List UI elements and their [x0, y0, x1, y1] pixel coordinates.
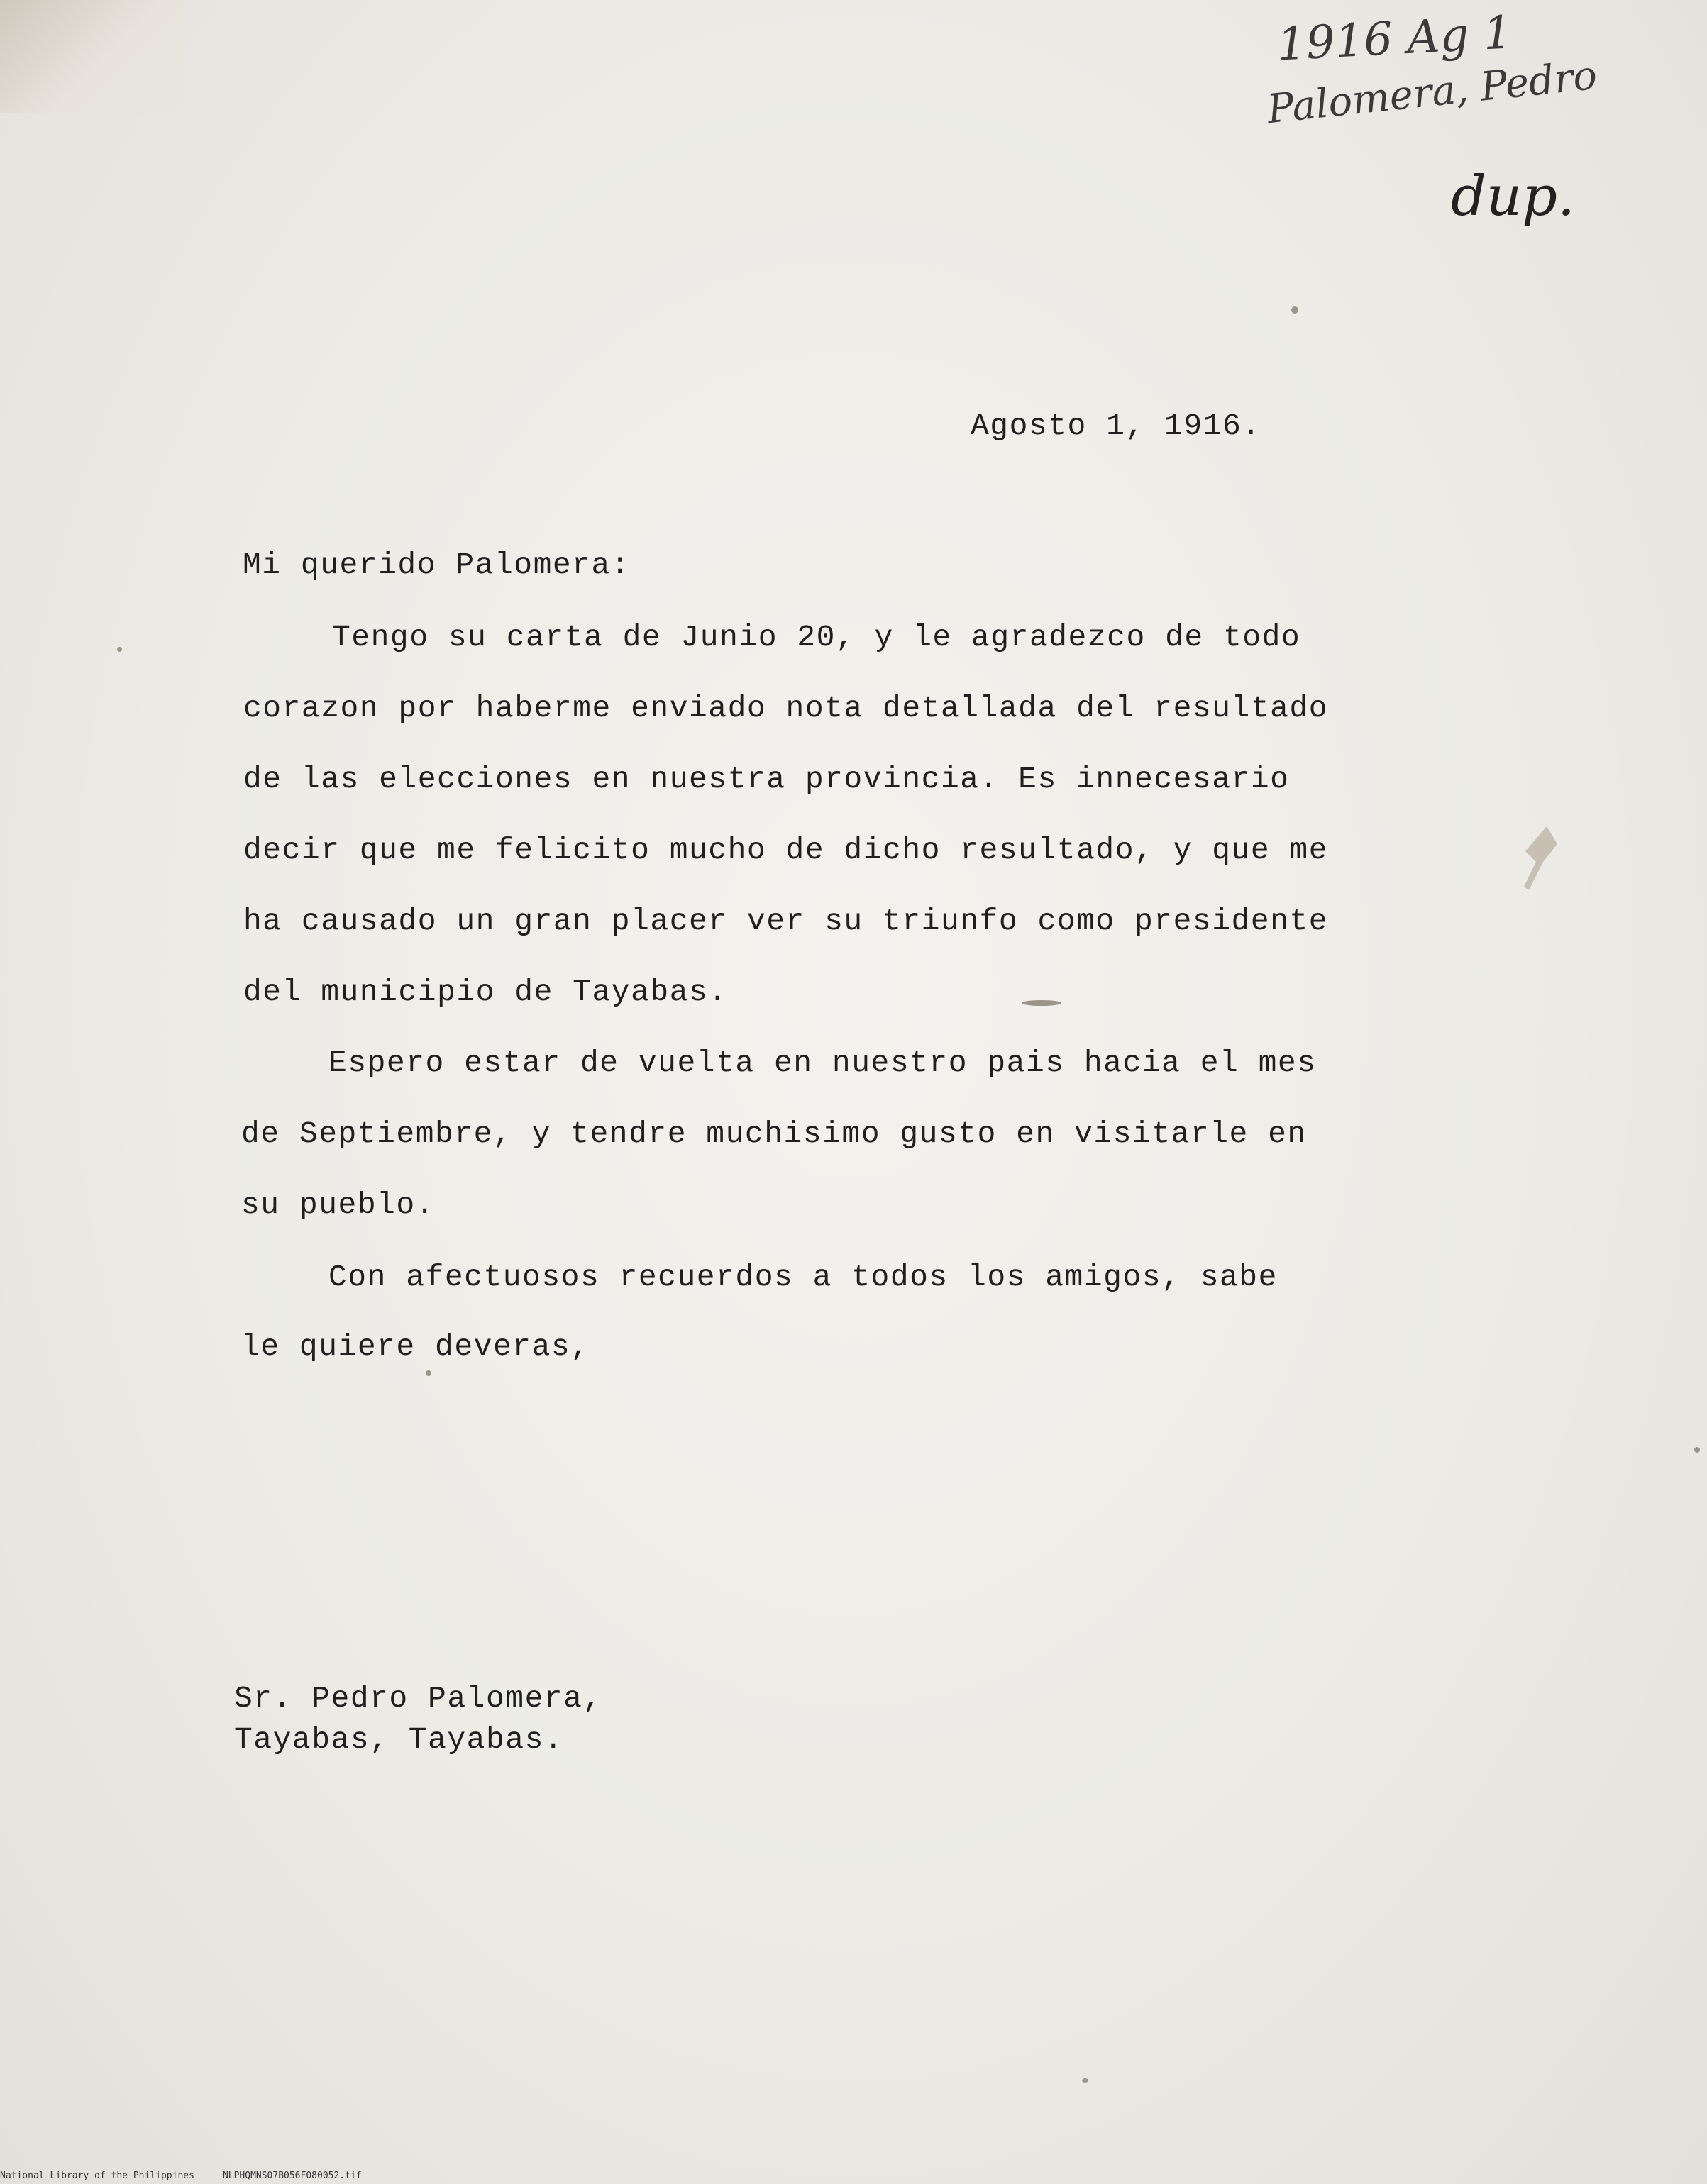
speck [1291, 306, 1298, 314]
handwritten-name: Palomera, Pedro [1264, 52, 1599, 133]
speck [1082, 2078, 1088, 2083]
paragraph-3-line-2: le quiere deveras, [241, 1329, 590, 1364]
paragraph-2-line-1: Espero estar de vuelta en nuestro pais hacia el mes [328, 1046, 1317, 1080]
salutation: Mi querido Palomera: [243, 548, 631, 582]
paper-stain [1504, 823, 1568, 894]
footer-institution: National Library of the Philippines [0, 2171, 194, 2181]
speck [1694, 1447, 1700, 1453]
paragraph-1-line-3: de las elecciones en nuestra provincia. Es innecesario [243, 762, 1290, 797]
speck [426, 1370, 431, 1376]
paragraph-1-line-2: corazon por haberme enviado nota detallada del resultado [243, 691, 1329, 726]
scan-footer [0, 2171, 362, 2181]
paragraph-1-line-6: del municipio de Tayabas. [243, 975, 728, 1009]
speck [1022, 1000, 1061, 1006]
addressee-location: Tayabas, Tayabas. [234, 1722, 564, 1757]
paragraph-1-line-4: decir que me felicito mucho de dicho resultado, y que me [243, 833, 1329, 867]
paragraph-1-line-1: Tengo su carta de Junio 20, y le agradezco de todo [332, 620, 1301, 655]
handwritten-date: 1916 Ag 1 [1276, 6, 1514, 72]
speck [117, 647, 122, 652]
footer-filename: NLPHQMNS07B056F080052.tif [222, 2171, 362, 2181]
addressee-name: Sr. Pedro Palomera, [234, 1681, 602, 1716]
letter-date: Agosto 1, 1916. [971, 409, 1261, 443]
worn-corner [0, 0, 184, 113]
paragraph-1-line-5: ha causado un gran placer ver su triunfo como presidente [243, 904, 1329, 938]
paragraph-3-line-1: Con afectuosos recuerdos a todos los amigos, sabe [328, 1260, 1278, 1295]
paragraph-2-line-3: su pueblo. [241, 1187, 436, 1222]
handwritten-dup-mark: dup. [1451, 165, 1575, 228]
paragraph-2-line-2: de Septiembre, y tendre muchisimo gusto en visitarle en [241, 1116, 1307, 1151]
